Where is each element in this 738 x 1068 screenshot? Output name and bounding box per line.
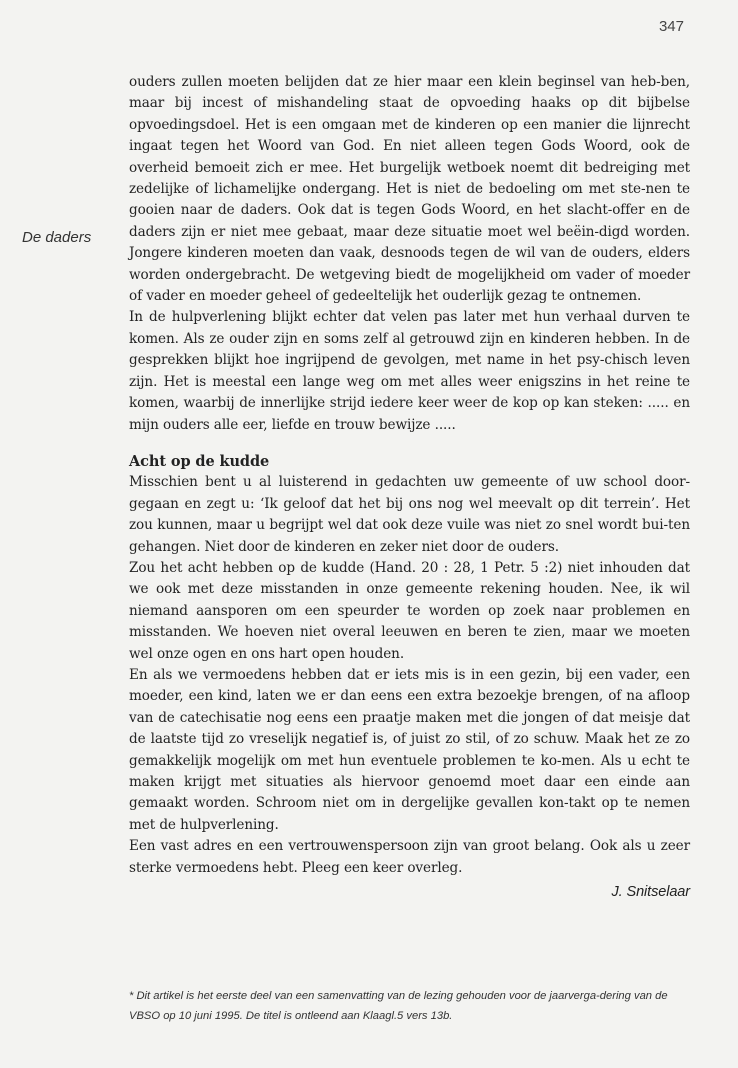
margin-label: De daders: [22, 229, 92, 246]
paragraph: ouders zullen moeten belijden dat ze hier maar een klein beginsel van heb-ben, maar bij incest of mishandeling staat de opvoeding haaks op dit bijbelse opvoedingsdoel. Het is een omgaan met de kinderen op een manier die lijnrecht ingaat tegen het Woord van God. En niet alleen tegen Gods Woord, ook de overheid bemoeit zich er mee. Het burgelijk wetboek noemt dit bedreiging met zedelijke of lichamelijke ondergang. Het is niet de bedoeling om met ste-nen te gooien naar de daders. Ook dat is tegen Gods Woord, en het slacht-offer en de daders zijn er niet mee gebaat, maar deze situatie moet wel beëin-digd worden. Jongere kinderen moeten dan vaak, desnoods tegen de wil van de ouders, elders worden ondergebracht. De wetgeving biedt de mogelijkheid om vader of moeder of vader en moeder geheel of gedeeltelijk het ouderlijk gezag te ontnemen.: [129, 74, 690, 305]
page-number: 347: [658, 18, 684, 35]
paragraph: Een vast adres en een vertrouwenspersoon zijn van groot belang. Ook als u zeer sterke vermoedens hebt. Pleeg een keer overleg.: [129, 838, 690, 876]
paragraph: En als we vermoedens hebben dat er iets mis is in een gezin, bij een vader, een moeder, een kind, laten we er dan eens een extra bezoekje brengen, of na afloop van de catechisatie nog eens een praatje maken met die jongen of dat meisje dat de laatste tijd zo vreselijk negatief is, of juist zo stil, of zo schuw. Maak het ze zo gemakkelijk mogelijk om met hun eventuele problemen te ko-men. Als u echt te maken krijgt met situaties als hiervoor genoemd moet daar een einde aan gemaakt worden. Schroom niet om in dergelijke gevallen kon-takt op te nemen met de hulpverlening.: [129, 666, 690, 833]
paragraph: Misschien bent u al luisterend in gedachten uw gemeente of uw school door-gegaan en zegt u: ‘Ik geloof dat het bij ons nog wel meevalt op dit terrein’. Het zou kunnen, maar u begrijpt wel dat ook deze vuile was niet zo snel wordt bui-ten gehangen. Niet door de kinderen en zeker niet door de ouders.: [129, 474, 690, 555]
paragraph: Zou het acht hebben op de kudde (Hand. 20 : 28, 1 Petr. 5 :2) niet inhouden dat we ook met deze misstanden in onze gemeente rekening houden. Nee, ik wil niemand aansporen om een speurder te worden op zoek naar problemen en misstanden. We hoeven niet overal leeuwen en beren te zien, maar we moeten wel onze ogen en ons hart open houden.: [129, 559, 690, 662]
author-signature: J. Snitselaar: [611, 884, 690, 901]
section-heading: Acht op de kudde: [129, 452, 270, 470]
article-body: [129, 72, 690, 903]
paragraph: In de hulpverlening blijkt echter dat velen pas later met hun verhaal durven te komen. Als ze ouder zijn en soms zelf al getrouwd zijn en kinderen hebben. In de gesprekken blijkt hoe ingrijpend de gevolgen, met name in het psy-chisch leven zijn. Het is meestal een lange weg om met alles weer enigszins in het reine te komen, waarbij de innerlijke strijd iedere keer weer de kop op kan steken: ..... en mijn ouders alle eer, liefde en trouw bewijze .....: [129, 309, 690, 433]
footnote: * Dit artikel is het eerste deel van een samenvatting van de lezing gehouden voor de jaarverga-dering van de VBSO op 10 juni 1995. De titel is ontleend aan Klaagl.5 vers 13b.: [129, 990, 668, 1022]
